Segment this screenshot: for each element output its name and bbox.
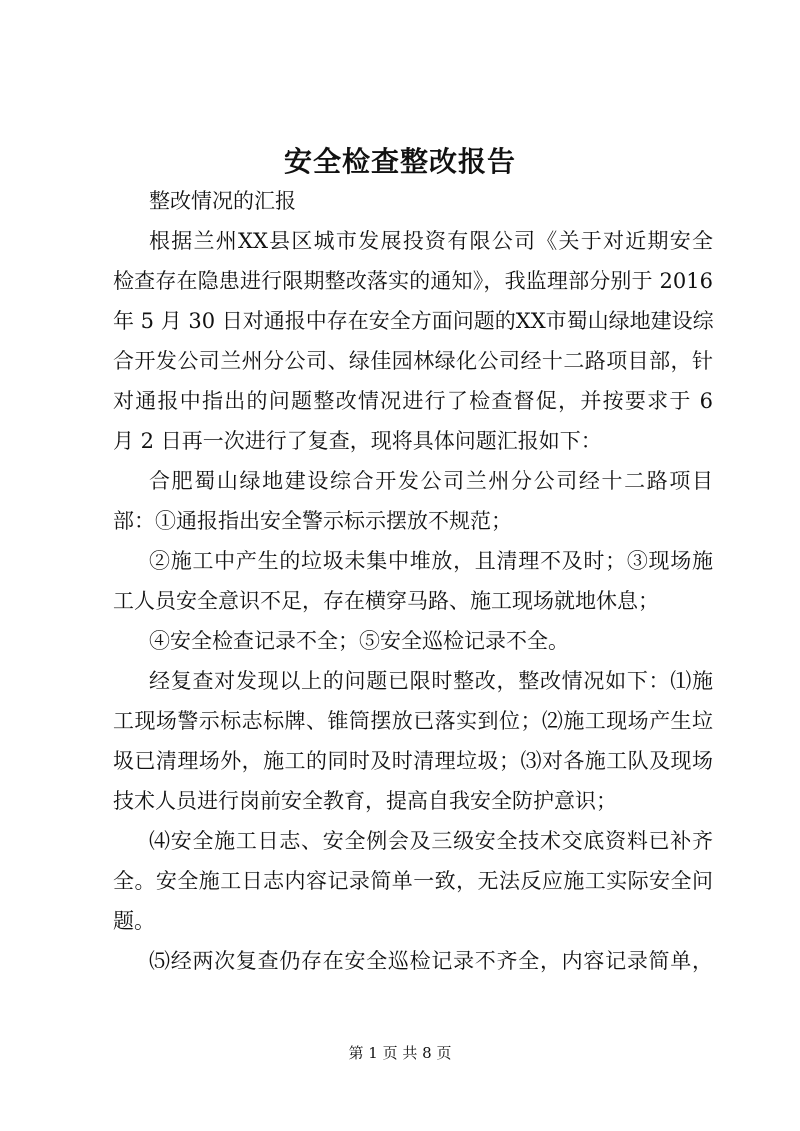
- paragraph-line: ②施工中产生的垃圾未集中堆放，且清理不及时；③现场施: [149, 549, 713, 573]
- paragraph-line: 全。安全施工日志内容记录简单一致，无法反应施工实际安全问: [113, 869, 713, 893]
- paragraph-line: 技术人员进行岗前安全教育，提高自我安全防护意识；: [113, 789, 617, 813]
- paragraph-line: ⑷安全施工日志、安全例会及三级安全技术交底资料已补齐: [149, 829, 713, 853]
- paragraph-line: 年 5 月 30 日对通报中存在安全方面问题的XX市蜀山绿地建设综: [113, 309, 714, 333]
- paragraph-line: 合肥蜀山绿地建设综合开发公司兰州分公司经十二路项目: [149, 469, 713, 493]
- paragraph-line: 月 2 日再一次进行了复查，现将具体问题汇报如下：: [113, 429, 602, 453]
- paragraph-line: 圾已清理场外，施工的同时及时清理垃圾；⑶对各施工队及现场: [113, 749, 713, 773]
- paragraph-line: 合开发公司兰州分公司、绿佳园林绿化公司经十二路项目部，针: [113, 349, 713, 373]
- paragraph-line: 检查存在隐患进行限期整改落实的通知》，我监理部分别于 2016: [113, 269, 713, 293]
- page-number-footer: 第 1 页 共 8 页: [348, 1044, 452, 1062]
- paragraph-line: ④安全检查记录不全；⑤安全巡检记录不全。: [149, 629, 569, 653]
- paragraph-line: 题。: [113, 909, 155, 933]
- paragraph-line: 工现场警示标志标牌、锥筒摆放已落实到位；⑵施工现场产生垃: [113, 709, 713, 733]
- paragraph-line: 对通报中指出的问题整改情况进行了检查督促，并按要求于 6: [113, 389, 713, 413]
- paragraph-line: 工人员安全意识不足，存在横穿马路、施工现场就地休息；: [113, 589, 659, 613]
- paragraph-line: 部：①通报指出安全警示标示摆放不规范；: [113, 509, 512, 533]
- document-title: 安全检查整改报告: [283, 145, 516, 178]
- paragraph-line: 根据兰州XX县区城市发展投资有限公司《关于对近期安全: [149, 229, 713, 253]
- document-body: [113, 181, 713, 981]
- paragraph-line: 经复查对发现以上的问题已限时整改，整改情况如下：⑴施: [149, 669, 713, 693]
- paragraph-line: 整改情况的汇报: [149, 189, 296, 213]
- paragraph-line: ⑸经两次复查仍存在安全巡检记录不齐全，内容记录简单，: [149, 949, 713, 973]
